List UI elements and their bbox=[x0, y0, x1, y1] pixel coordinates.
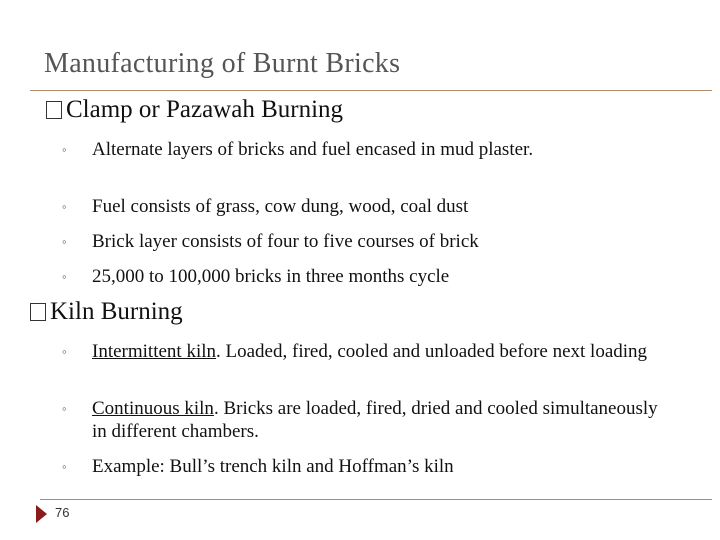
bullet-icon: ◦ bbox=[62, 142, 67, 157]
section-heading-kiln: Kiln Burning bbox=[30, 298, 183, 326]
list-item: ◦ 25,000 to 100,000 bricks in three months cycle bbox=[62, 266, 450, 287]
page-number: 76 bbox=[55, 505, 70, 520]
term-intermittent-kiln: Intermittent kiln bbox=[92, 341, 217, 362]
list-item: ◦ Continuous kiln. Bricks are loaded, fired, dried and cooled simultaneously in different chambers. bbox=[62, 398, 658, 442]
section-heading-clamp: Clamp or Pazawah Burning bbox=[46, 96, 343, 124]
list-item: ◦ Fuel consists of grass, cow dung, wood, coal dust bbox=[62, 196, 469, 217]
footer-divider bbox=[40, 499, 712, 500]
bullet-icon: ◦ bbox=[62, 459, 67, 474]
list-item: ◦ Example: Bull’s trench kiln and Hoffman’s kiln bbox=[62, 456, 454, 477]
slide-title: Manufacturing of Burnt Bricks bbox=[44, 48, 401, 79]
list-item: ◦ Intermittent kiln. Loaded, fired, cooled and unloaded before next loading bbox=[62, 341, 648, 362]
bullet-icon: ◦ bbox=[62, 199, 67, 214]
list-item: ◦ Alternate layers of bricks and fuel encased in mud plaster. bbox=[62, 139, 534, 160]
term-continuous-kiln: Continuous kiln bbox=[92, 398, 214, 419]
title-divider bbox=[30, 90, 712, 91]
bullet-icon: ◦ bbox=[62, 344, 67, 359]
bullet-icon: ◦ bbox=[62, 401, 67, 416]
arrow-right-icon bbox=[36, 505, 47, 523]
bullet-icon: ◦ bbox=[62, 269, 67, 284]
list-item: ◦ Brick layer consists of four to five courses of brick bbox=[62, 231, 479, 252]
checkbox-glyph-icon bbox=[30, 303, 46, 321]
checkbox-glyph-icon bbox=[46, 101, 62, 119]
bullet-icon: ◦ bbox=[62, 234, 67, 249]
